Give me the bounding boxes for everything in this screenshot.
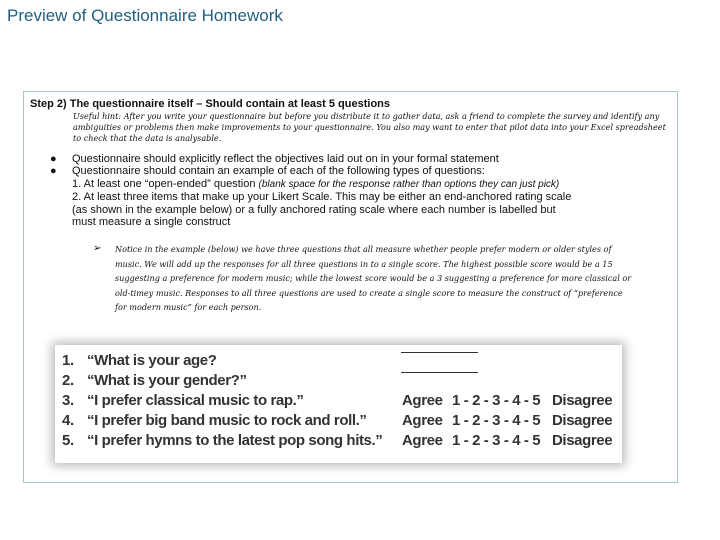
note-line: suggesting a preference for modern music; while the lowest score would be a 3 suggesting a preference for more classical or xyxy=(115,273,632,284)
bullet-list xyxy=(50,153,675,228)
question-row xyxy=(55,372,622,392)
question-number: 1. xyxy=(62,352,74,369)
bullet-text: Questionnaire should explicitly reflect the objectives laid out on in your formal statement xyxy=(72,153,499,165)
bullet-subline xyxy=(72,178,675,191)
likert-agree-label: Agree xyxy=(402,432,443,449)
note-line: Notice in the example (below) we have three questions that all measure whether people prefer modern or older styles of xyxy=(115,244,612,254)
question-number: 4. xyxy=(62,412,74,429)
likert-disagree-label: Disagree xyxy=(552,392,613,409)
question-number: 2. xyxy=(62,372,74,389)
useful-hint xyxy=(73,111,673,144)
bullet-subline: (as shown in the example below) or a fully anchored rating scale where each number is labelled but xyxy=(72,203,556,216)
likert-disagree-label: Disagree xyxy=(552,432,613,449)
bullet-item xyxy=(50,153,675,165)
bullet-text: Questionnaire should contain an example of each of the following types of questions: xyxy=(72,165,485,178)
document-image xyxy=(23,91,678,483)
question-text: “I prefer hymns to the latest pop song hits.” xyxy=(87,432,383,449)
likert-scale: 1 - 2 - 3 - 4 - 5 xyxy=(452,432,541,449)
hint-line: Useful hint: After you write your questionnaire but before you distribute it to gather data, ask a friend to complete the survey and identify any xyxy=(73,111,660,121)
bullet-dot-icon: ● xyxy=(50,153,57,165)
question-row xyxy=(55,352,622,372)
example-note xyxy=(93,242,695,315)
slide-title: Preview of Questionnaire Homework xyxy=(7,6,283,25)
note-line: old-timey music. Responses to all three questions are used to create a single score to measure the construct of “preference xyxy=(115,287,623,298)
question-text: “I prefer classical music to rap.” xyxy=(87,392,304,409)
question-row xyxy=(55,392,622,412)
question-text: “What is your age? xyxy=(87,352,217,369)
question-row xyxy=(55,412,622,432)
question-number: 5. xyxy=(62,432,74,449)
open-ended-requirement: 1. At least one “open-ended” question xyxy=(72,177,256,190)
likert-disagree-label: Disagree xyxy=(552,412,613,429)
answer-blank-line xyxy=(401,372,478,373)
likert-scale: 1 - 2 - 3 - 4 - 5 xyxy=(452,412,541,429)
bullet-item xyxy=(50,165,675,228)
arrow-bullet-icon: ➢ xyxy=(93,243,102,254)
likert-agree-label: Agree xyxy=(402,392,443,409)
question-text: “I prefer big band music to rock and roll.” xyxy=(87,412,367,429)
likert-agree-label: Agree xyxy=(402,412,443,429)
answer-blank-line xyxy=(401,352,478,353)
hint-line: to check that the data is analysable. xyxy=(73,133,222,143)
question-row xyxy=(55,432,622,452)
note-line: music. We will add up the responses for all three questions in to a single score. The highest possible score would be a 15 xyxy=(115,258,613,269)
likert-scale: 1 - 2 - 3 - 4 - 5 xyxy=(452,392,541,409)
example-questions-box xyxy=(55,345,622,463)
step-heading: Step 2) The questionnaire itself – Should contain at least 5 questions xyxy=(30,98,391,110)
bullet-subline: must measure a single construct xyxy=(72,216,231,229)
bullet-subline: 2. At least three items that make up your Likert Scale. This may be either an end-anchored rating scale xyxy=(72,191,572,204)
hint-line: ambiguities or problems then make improvements to your questionnaire. You also may want to enter that pilot data into your Excel spreadsheet xyxy=(73,122,666,132)
question-text: “What is your gender?” xyxy=(87,372,247,389)
bullet-dot-icon: ● xyxy=(50,165,57,178)
note-line: for modern music” for each person. xyxy=(115,302,262,313)
open-ended-note: (blank space for the response rather than options they can just pick) xyxy=(258,178,560,190)
question-number: 3. xyxy=(62,392,74,409)
